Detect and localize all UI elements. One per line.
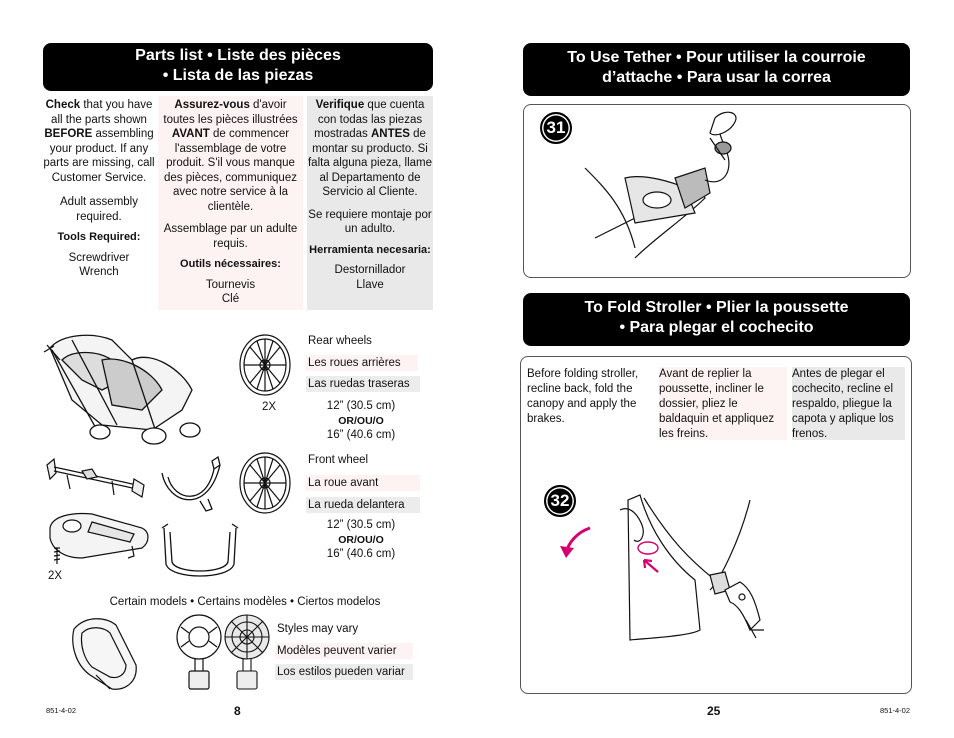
adult-assembly-note-es: Se requiere montaje por un adulto. — [308, 208, 432, 235]
screw-quantity: 2X — [47, 570, 63, 582]
styles-vary-label-fr: Modèles peuvent varier — [275, 643, 413, 659]
adult-assembly-note: Adult assembly required. — [60, 196, 138, 223]
stroller-illustration — [42, 330, 212, 450]
assurez-paragraph: Assurez-vous d'avoir toutes les pièces illustrées AVANT de commencer l'assemblage de votre produit. S'il vous manque des pièces, communiquez avec notre service à la clientèle. — [163, 99, 298, 213]
rear-wheels-label-en: Rear wheels — [308, 335, 372, 347]
tools-required-title: Tools Required: — [57, 231, 141, 243]
parts-list-title-line1: Parts list • Liste des pièces — [135, 47, 341, 64]
rear-wheel-sizes: 12” (30.5 cm) OR/OU/O 16” (40.6 cm) — [326, 400, 396, 441]
front-wheel-label-en: Front wheel — [308, 454, 369, 466]
tools-list-es: Destornillador Llave — [334, 264, 406, 291]
tray-illustration — [42, 508, 152, 568]
canopy-frame-illustration — [158, 455, 228, 517]
parts-intro-spanish — [307, 96, 433, 310]
left-doc-code: 851-4-02 — [46, 706, 77, 715]
rear-wheels-label-fr: Les roues arrières — [306, 355, 418, 371]
front-wheel-illustration — [237, 448, 293, 518]
check-paragraph: Check that you have all the parts shown BEFORE assembling your product. If any parts are missing, call Customer Service. — [43, 99, 155, 184]
fold-instructions-en: Before folding stroller, recline back, fold the canopy and apply the brakes. — [527, 368, 639, 425]
parts-intro-english — [43, 98, 155, 280]
tools-list-fr: Tournevis Clé — [205, 278, 256, 305]
tether-illustration — [575, 108, 775, 268]
tether-banner — [523, 43, 910, 96]
rear-wheels-label-es: Las ruedas traseras — [306, 376, 420, 392]
tools-list: Screwdriver Wrench — [68, 251, 130, 278]
fold-instructions-es: Antes de plegar el cochecito, recline el respaldo, pliegue la capota y aplique los frenos. — [792, 367, 905, 440]
axle-illustration — [42, 455, 152, 500]
step-32-number: 32 — [544, 485, 576, 517]
verifique-paragraph: Verifique que cuenta con todas las piezas mostradas ANTES de montar su producto. Si falta alguna pieza, llame al Departamento de Servicio al Cliente. — [307, 99, 433, 198]
toy-knob-plain-illustration — [175, 613, 223, 693]
styles-vary-label-en: Styles may vary — [277, 623, 359, 635]
adult-assembly-note-fr: Assemblage par un adulte requis. — [163, 223, 298, 250]
parts-list-banner — [43, 43, 433, 91]
step-31-number: 31 — [540, 112, 572, 144]
front-wheel-sizes: 12” (30.5 cm) OR/OU/O 16” (40.6 cm) — [326, 519, 396, 560]
fold-banner — [523, 293, 910, 346]
tether-title-line1: To Use Tether • Pour utiliser la courroie — [567, 49, 866, 66]
certain-models-note: Certain models • Certains modèles • Ciertos modelos — [109, 596, 381, 608]
toy-knob-patterned-illustration — [223, 613, 271, 693]
tools-required-title-fr: Outils nécessaires: — [180, 258, 281, 270]
fold-title-line2: • Para plegar el cochecito — [619, 319, 814, 336]
right-doc-code: 851-4-02 — [880, 706, 911, 715]
parts-intro-french — [158, 96, 303, 310]
left-page-number: 8 — [234, 704, 241, 718]
rear-wheel-quantity: 2X — [261, 401, 277, 413]
styles-vary-label-es: Los estilos pueden variar — [275, 664, 413, 680]
front-wheel-label-es: La rueda delantera — [306, 497, 420, 513]
fold-illustration — [550, 480, 780, 655]
rear-wheel-illustration — [237, 330, 293, 400]
fold-title-line1: To Fold Stroller • Plier la poussette — [584, 299, 849, 316]
rocker-base-illustration — [66, 615, 146, 695]
tether-title-line2: d’attache • Para usar la correa — [602, 69, 831, 86]
tools-required-title-es: Herramienta necesaria: — [309, 243, 431, 256]
parts-list-title-line2: • Lista de las piezas — [162, 67, 314, 84]
right-page-number: 25 — [707, 704, 721, 718]
front-wheel-label-fr: La roue avant — [306, 475, 420, 491]
fold-instructions-fr: Avant de replier la poussette, incliner le dossier, pliez le baldaquin et appliquez les freins. — [659, 367, 787, 440]
basket-illustration — [160, 520, 240, 586]
